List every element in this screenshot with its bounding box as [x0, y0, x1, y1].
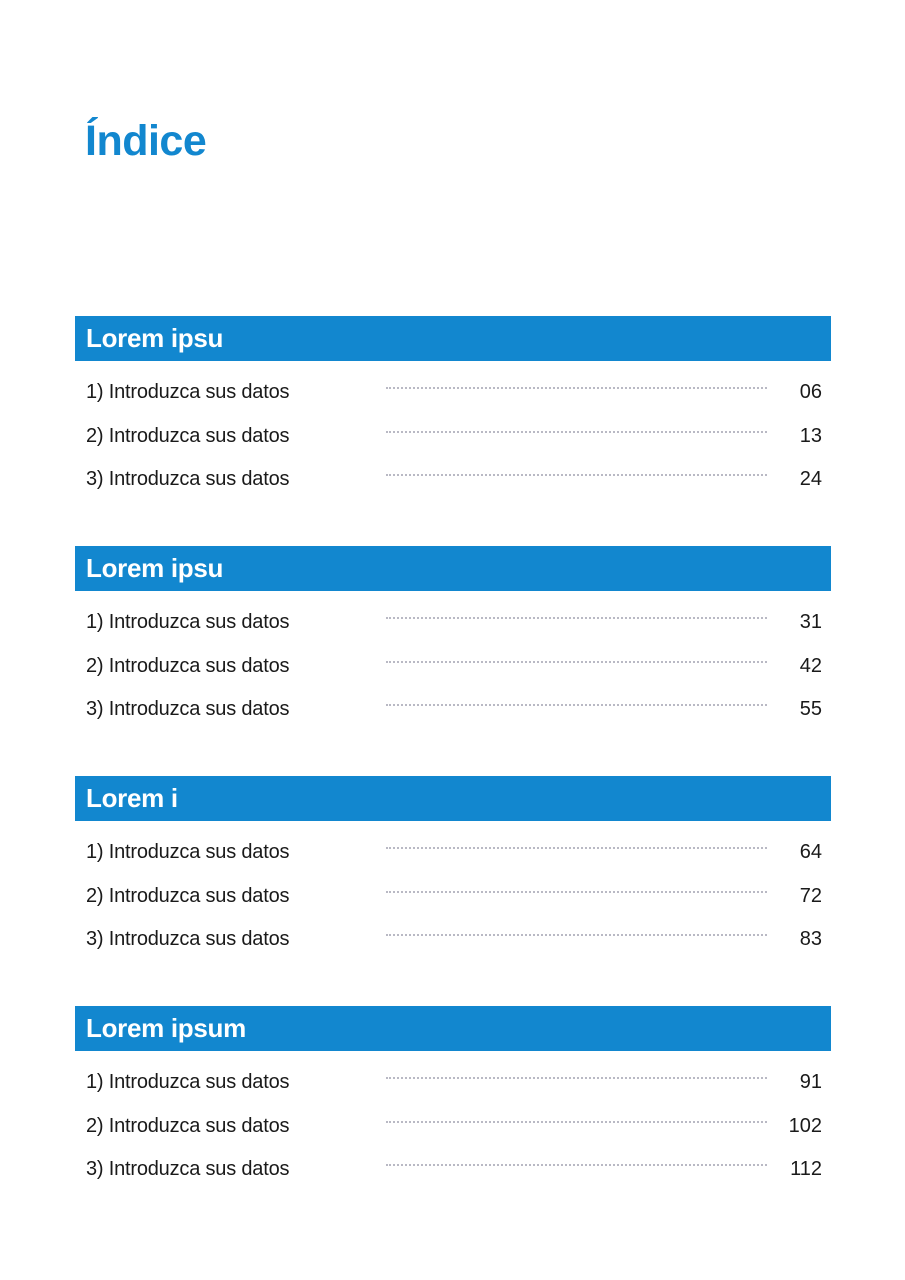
dot-leader [386, 617, 767, 619]
dot-leader [386, 1121, 767, 1123]
entry-label: 1) Introduzca sus datos [86, 611, 290, 633]
entry-label: 3) Introduzca sus datos [86, 698, 290, 720]
entry-label: 2) Introduzca sus datos [86, 654, 290, 677]
toc-section-2 [75, 546, 831, 722]
toc-entry[interactable] [75, 405, 831, 449]
dot-leader [386, 474, 767, 476]
entry-label: 3) Introduzca sus datos [86, 468, 290, 490]
toc-entry[interactable] [75, 865, 831, 909]
entry-label: 2) Introduzca sus datos [86, 1114, 290, 1137]
entry-label: 2) Introduzca sus datos [86, 424, 290, 447]
entry-label: 1) Introduzca sus datos [86, 381, 290, 403]
toc-entry[interactable] [75, 908, 831, 952]
entry-page-number: 91 [799, 1071, 822, 1093]
section-entries [75, 821, 831, 952]
section-header: Lorem ipsu [75, 316, 831, 361]
section-header: Lorem ipsum [75, 1006, 831, 1051]
toc-entry[interactable] [75, 678, 831, 722]
entry-label: 2) Introduzca sus datos [86, 884, 290, 907]
dot-leader [386, 661, 767, 663]
entry-page-number: 83 [799, 928, 822, 950]
entry-page-number: 72 [799, 884, 822, 907]
section-entries [75, 591, 831, 722]
entry-label: 1) Introduzca sus datos [86, 841, 290, 863]
entry-page-number: 06 [799, 381, 822, 403]
entry-page-number: 102 [788, 1114, 822, 1137]
dot-leader [386, 1164, 767, 1166]
dot-leader [386, 934, 767, 936]
entry-page-number: 42 [799, 654, 822, 677]
entry-label: 1) Introduzca sus datos [86, 1071, 290, 1093]
toc-entry[interactable] [75, 361, 831, 405]
entry-label: 3) Introduzca sus datos [86, 1158, 290, 1180]
toc-entry[interactable] [75, 448, 831, 492]
dot-leader [386, 431, 767, 433]
toc-entry[interactable] [75, 1051, 831, 1095]
entry-page-number: 31 [799, 611, 822, 633]
section-header: Lorem i [75, 776, 831, 821]
entry-label: 3) Introduzca sus datos [86, 928, 290, 950]
dot-leader [386, 387, 767, 389]
section-entries [75, 361, 831, 492]
entry-page-number: 24 [799, 468, 822, 490]
section-entries [75, 1051, 831, 1182]
toc-entry[interactable] [75, 635, 831, 679]
entry-page-number: 13 [799, 424, 822, 447]
entry-page-number: 64 [799, 841, 822, 863]
toc-entry[interactable] [75, 591, 831, 635]
toc-section-1 [75, 316, 831, 492]
page-title: Índice [85, 117, 207, 165]
toc-entry[interactable] [75, 821, 831, 865]
dot-leader [386, 891, 767, 893]
entry-page-number: 55 [799, 698, 822, 720]
dot-leader [386, 1077, 767, 1079]
toc-entry[interactable] [75, 1138, 831, 1182]
dot-leader [386, 847, 767, 849]
section-header: Lorem ipsu [75, 546, 831, 591]
toc-entry[interactable] [75, 1095, 831, 1139]
toc-section-4 [75, 1006, 831, 1182]
entry-page-number: 112 [790, 1158, 822, 1180]
toc-section-3 [75, 776, 831, 952]
dot-leader [386, 704, 767, 706]
